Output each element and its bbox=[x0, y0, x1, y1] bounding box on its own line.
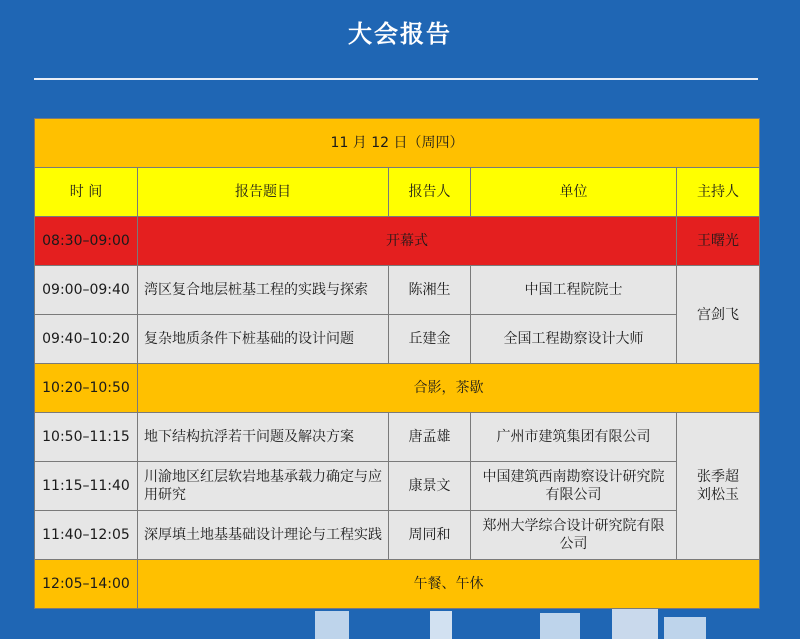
speaker-name: 丘建金 bbox=[389, 315, 471, 364]
report-topic: 地下结构抗浮若干问题及解决方案 bbox=[138, 413, 389, 462]
lunch-row bbox=[35, 560, 760, 609]
building-illustration bbox=[540, 613, 580, 639]
lunch-label: 午餐、午休 bbox=[138, 560, 760, 609]
session-time: 11:15–11:40 bbox=[35, 462, 138, 511]
speaker-name: 陈湘生 bbox=[389, 266, 471, 315]
break-row bbox=[35, 364, 760, 413]
speaker-name: 周同和 bbox=[389, 511, 471, 560]
opening-host: 王曙光 bbox=[677, 217, 760, 266]
speaker-unit: 中国工程院院士 bbox=[471, 266, 677, 315]
header-topic: 报告题目 bbox=[138, 168, 389, 217]
table-row bbox=[35, 266, 760, 315]
opening-label: 开幕式 bbox=[138, 217, 677, 266]
schedule-table bbox=[34, 118, 760, 609]
opening-time: 08:30–09:00 bbox=[35, 217, 138, 266]
break-label: 合影，茶歇 bbox=[138, 364, 760, 413]
header-unit: 单位 bbox=[471, 168, 677, 217]
building-illustration bbox=[315, 611, 349, 639]
session-time: 10:50–11:15 bbox=[35, 413, 138, 462]
header-speaker: 报告人 bbox=[389, 168, 471, 217]
speaker-name: 唐孟雄 bbox=[389, 413, 471, 462]
session-time: 11:40–12:05 bbox=[35, 511, 138, 560]
date-row bbox=[35, 119, 760, 168]
building-illustration bbox=[664, 617, 706, 639]
speaker-unit: 广州市建筑集团有限公司 bbox=[471, 413, 677, 462]
report-topic: 湾区复合地层桩基工程的实践与探索 bbox=[138, 266, 389, 315]
table-row bbox=[35, 413, 760, 462]
table-row bbox=[35, 511, 760, 560]
speaker-unit: 全国工程勘察设计大师 bbox=[471, 315, 677, 364]
break-time: 10:20–10:50 bbox=[35, 364, 138, 413]
speaker-unit: 中国建筑西南勘察设计研究院有限公司 bbox=[471, 462, 677, 511]
host-name: 张季超 bbox=[697, 469, 740, 485]
report-topic: 川渝地区红层软岩地基承载力确定与应用研究 bbox=[138, 462, 389, 511]
session2-host bbox=[677, 413, 760, 560]
report-topic: 深厚填土地基基础设计理论与工程实践 bbox=[138, 511, 389, 560]
header-row bbox=[35, 168, 760, 217]
lunch-time: 12:05–14:00 bbox=[35, 560, 138, 609]
building-illustration bbox=[612, 609, 658, 639]
session1-host: 宫剑飞 bbox=[677, 266, 760, 364]
table-row bbox=[35, 315, 760, 364]
speaker-name: 康景文 bbox=[389, 462, 471, 511]
date-cell: 11 月 12 日（周四） bbox=[35, 119, 760, 168]
host-name: 刘松玉 bbox=[697, 487, 740, 503]
title-divider bbox=[34, 78, 758, 80]
report-topic: 复杂地质条件下桩基础的设计问题 bbox=[138, 315, 389, 364]
opening-row bbox=[35, 217, 760, 266]
table-row bbox=[35, 462, 760, 511]
session-time: 09:00–09:40 bbox=[35, 266, 138, 315]
session-time: 09:40–10:20 bbox=[35, 315, 138, 364]
page-title: 大会报告 bbox=[348, 20, 452, 48]
header-host: 主持人 bbox=[677, 168, 760, 217]
header-time: 时 间 bbox=[35, 168, 138, 217]
speaker-unit: 郑州大学综合设计研究院有限公司 bbox=[471, 511, 677, 560]
building-illustration bbox=[430, 611, 452, 639]
